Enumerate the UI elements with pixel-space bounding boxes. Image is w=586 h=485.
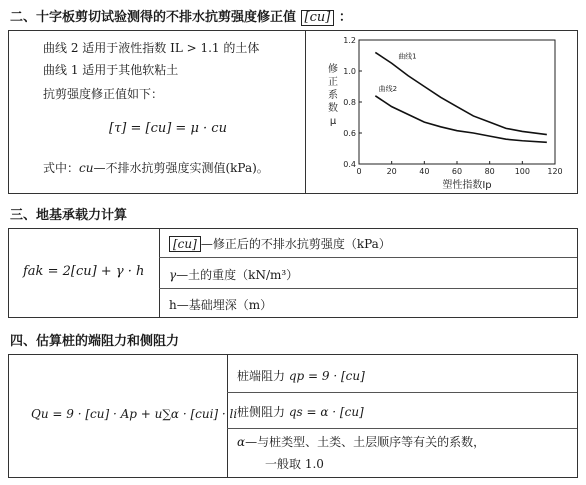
section3-title: 三、地基承载力计算 [10, 208, 128, 223]
section3-divider [159, 229, 160, 317]
def1-formula: qp = 9 · [cu] [288, 369, 365, 383]
x-tick-label: 60 [451, 167, 463, 176]
section4-def3-cont: 一般取 1.0 [265, 457, 324, 471]
y-tick-label: 1.2 [343, 36, 356, 45]
def1-text: —修正后的不排水抗剪强度（kPa） [200, 237, 391, 251]
x-tick-label: 0 [356, 167, 362, 176]
y-tick-label: 0.6 [343, 129, 356, 138]
section2-title: 二、十字板剪切试验测得的不排水抗剪强度修正值 [10, 10, 297, 25]
series-label-1: 曲线1 [398, 52, 417, 61]
def2-formula: qs = α · [cu] [288, 405, 364, 419]
section4-heading [10, 330, 179, 349]
section4-def2 [237, 403, 364, 420]
section2-line3: 抗剪强度修正值如下： [43, 87, 164, 101]
section3-def2 [169, 266, 298, 283]
def3-text: —与桩类型、土类、土层顺序等有关的系数， [245, 435, 486, 449]
section4-formula: Qu = 9 · [cu] · Ap + u∑α · [cui] · li [31, 407, 238, 421]
section4-def1 [237, 367, 365, 384]
def1-label: 桩端阻力 [237, 369, 286, 383]
section2-where [43, 159, 269, 176]
def1-symbol: [cu] [169, 236, 201, 252]
def3-symbol: α [237, 435, 246, 449]
section4-title: 四、估算桩的端阻力和侧阻力 [10, 334, 180, 349]
section3-def1 [169, 235, 391, 252]
section3-row-divider-1 [159, 257, 577, 258]
x-tick-label: 120 [547, 167, 563, 176]
x-axis-label: 塑性指数Ip [442, 180, 492, 191]
where-text: —不排水抗剪强度实测值(kPa)。 [93, 161, 269, 175]
section2-title-symbol: [cu] [301, 10, 335, 26]
y-tick-label: 0.8 [343, 98, 356, 107]
def2-symbol: γ [169, 268, 177, 282]
section3-row-divider-2 [159, 288, 577, 289]
y-axis-label: 修正系数 μ [328, 64, 338, 127]
section2-formula: [τ] = [cu] = μ · cu [109, 121, 227, 136]
x-tick-label: 20 [386, 167, 397, 176]
section2-line1: 曲线 2 适用于液性指数 IL > 1.1 的土体 [43, 41, 260, 55]
section3-formula: fak = 2[cu] + γ · h [23, 264, 145, 279]
def2-text: —土的重度（kN/m³） [176, 268, 299, 282]
y-tick-label: 1.0 [343, 67, 356, 76]
section3-def3: h—基础埋深（m） [169, 298, 273, 312]
section2-divider [305, 31, 306, 193]
section2-line2: 曲线 1 适用于其他软粘土 [43, 63, 179, 77]
series-line-1 [375, 52, 547, 134]
series-label-2: 曲线2 [378, 85, 398, 94]
chart-plot-frame [359, 40, 555, 164]
x-tick-label: 40 [419, 167, 430, 176]
section2-heading: 二、十字板剪切试验测得的不排水抗剪强度修正值 [cu] ： [10, 10, 352, 25]
def2-label: 桩侧阻力 [237, 405, 286, 419]
section4-box [8, 354, 578, 478]
section2-box [8, 30, 578, 194]
section4-def3 [237, 433, 485, 450]
where-symbol: cu [79, 161, 94, 175]
section3-heading [10, 204, 127, 223]
correction-chart [307, 32, 579, 192]
section4-row-divider-2 [227, 428, 577, 429]
where-label: 式中： [43, 161, 80, 175]
section3-box [8, 228, 578, 318]
x-tick-label: 80 [484, 167, 495, 176]
x-tick-label: 100 [514, 167, 530, 176]
y-tick-label: 0.4 [343, 160, 356, 169]
series-line-2 [375, 96, 547, 143]
section4-row-divider-1 [227, 392, 577, 393]
